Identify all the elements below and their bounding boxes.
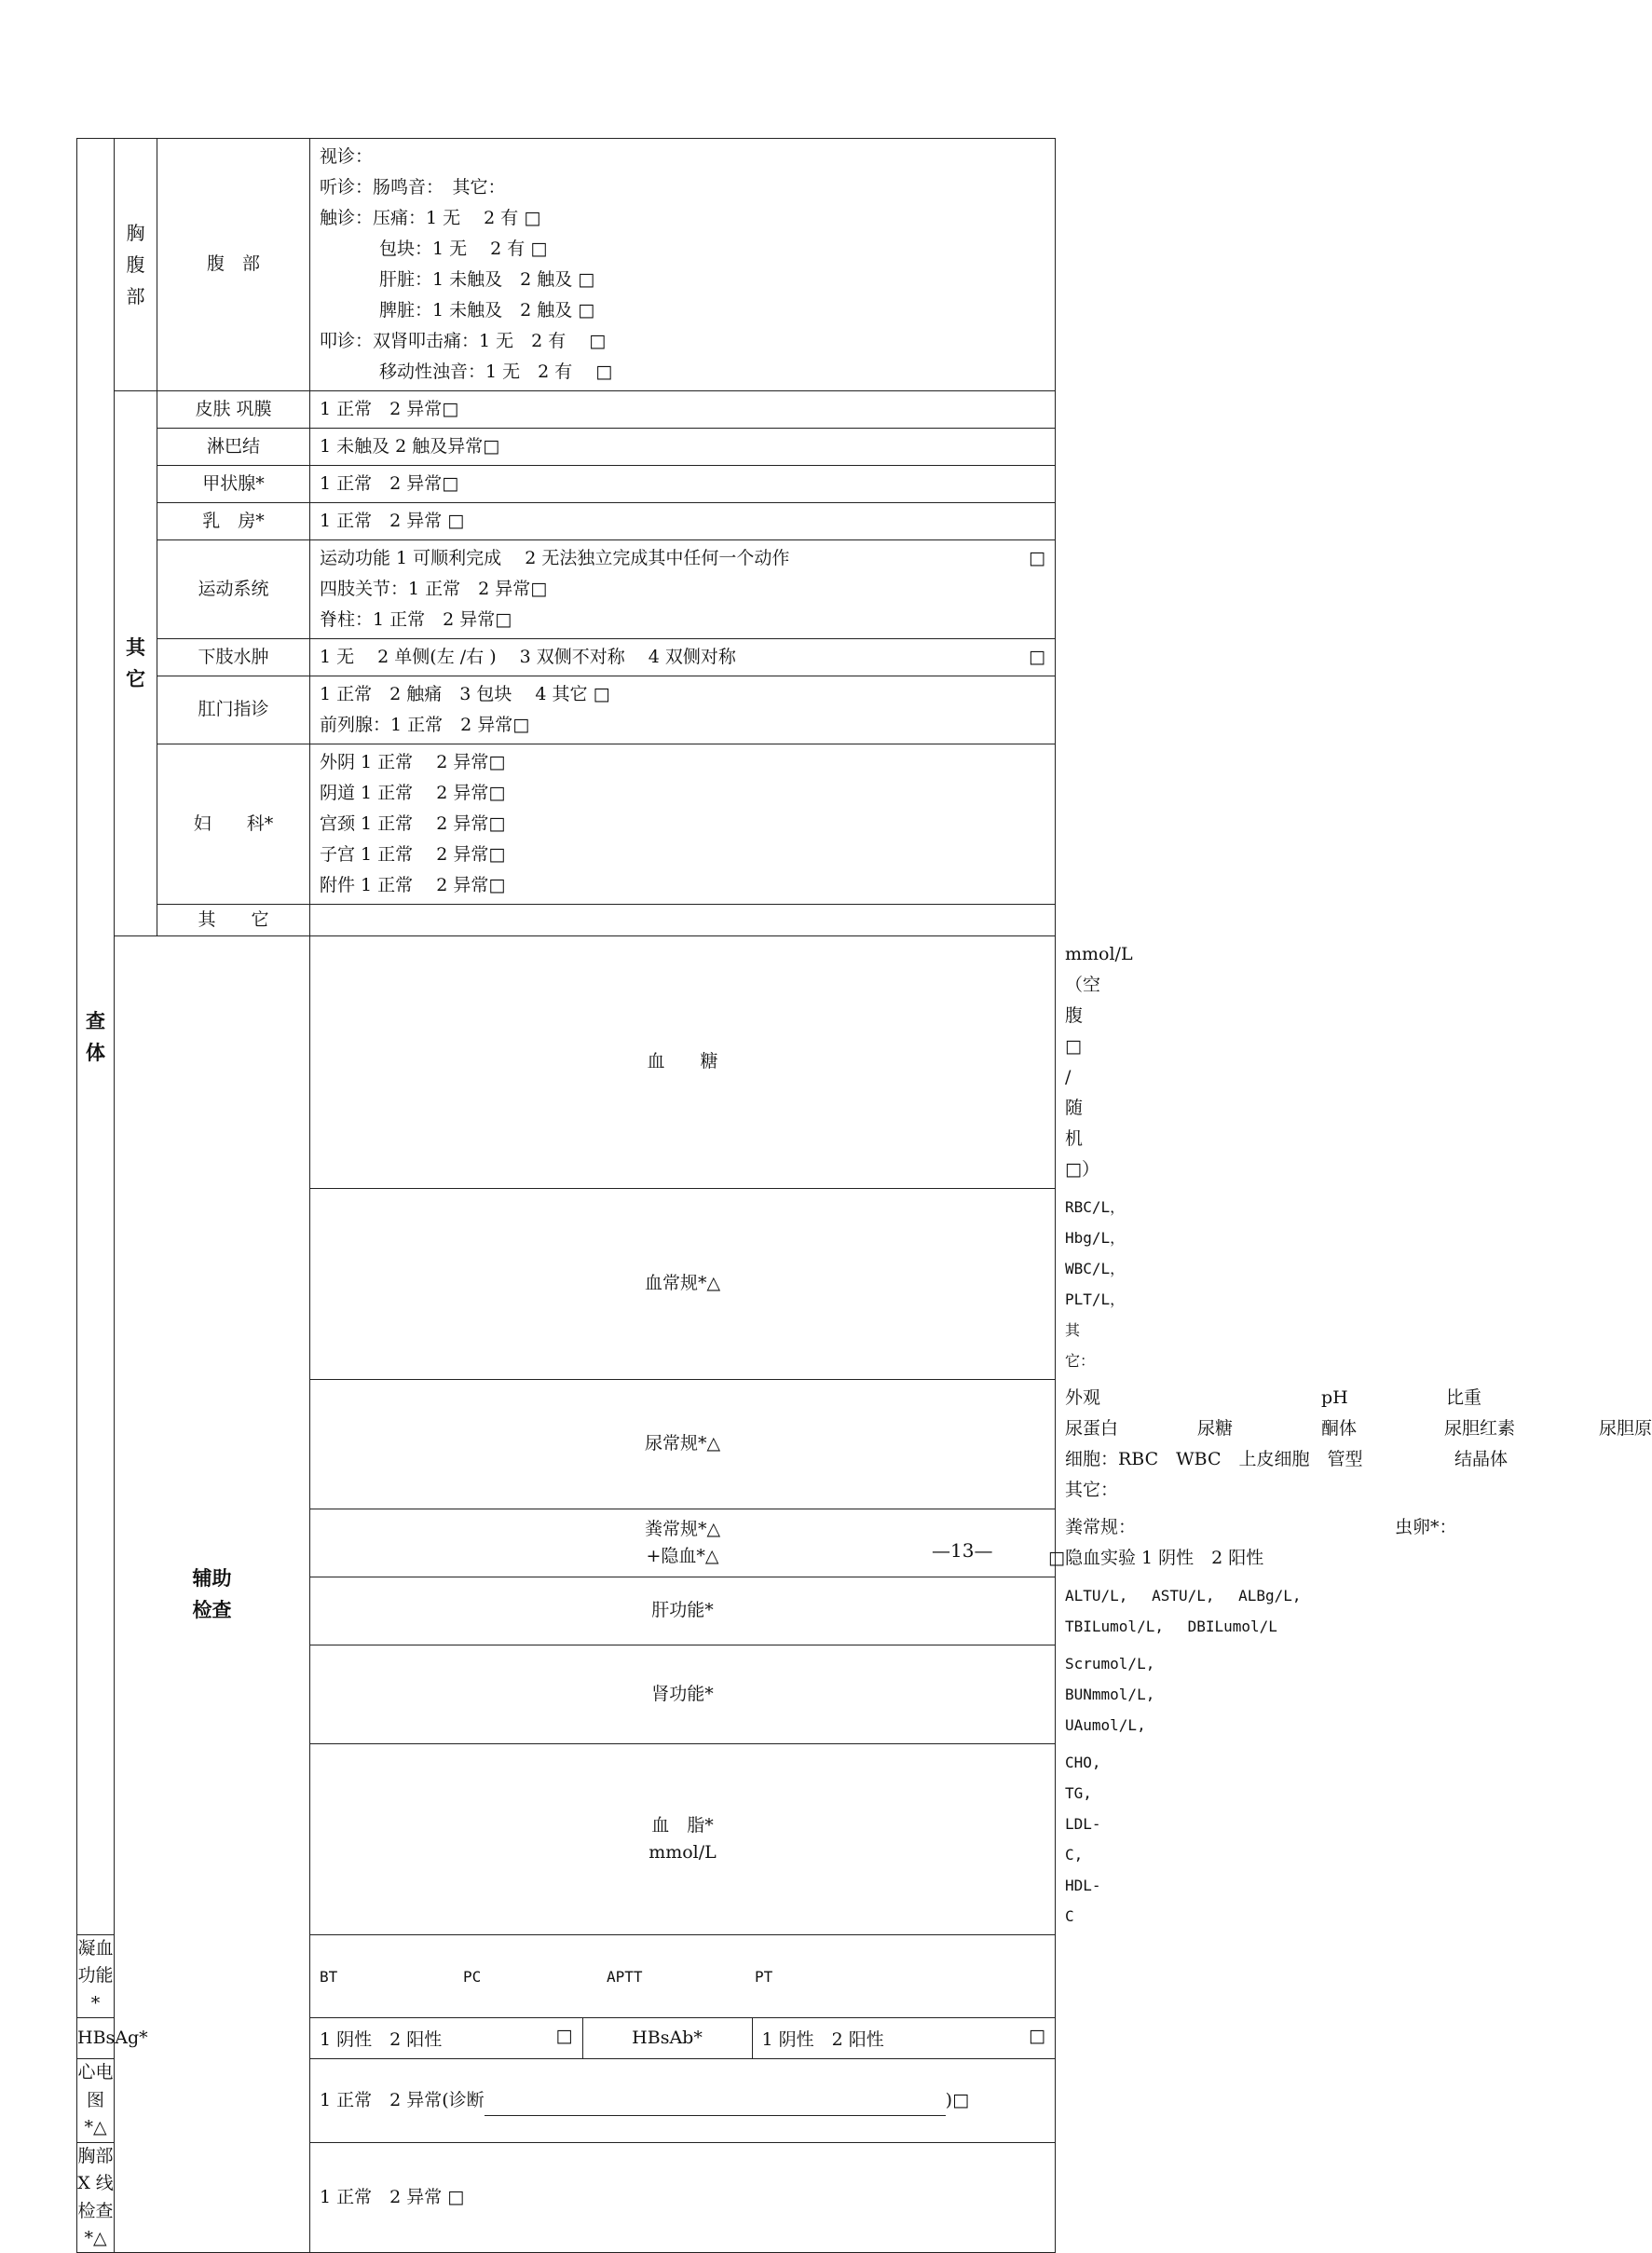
anal-exam-line: 1 正常 2 触痛 3 包块 4 其它 □ — [320, 684, 610, 704]
breast-label: 乳 房* — [157, 503, 310, 540]
stool-routine-label: 粪常规*△ +隐血*△ — [310, 1509, 1056, 1577]
abdomen-label: 腹 部 — [157, 139, 310, 391]
motor-function-line: 运动功能 1 可顺利完成 2 无法独立完成其中任何一个动作 □ — [320, 543, 1045, 574]
other-value-field[interactable] — [310, 905, 1056, 936]
abdomen-inspection: 视诊： — [320, 146, 374, 167]
abdomen-percussion-kidney: 叩诊：双肾叩击痛：1 无 2 有 □ — [320, 331, 607, 351]
blood-routine-label: 血常规*△ — [310, 1189, 1056, 1380]
urine-routine-label: 尿常规*△ — [310, 1380, 1056, 1509]
anal-exam-label: 肛门指诊 — [157, 676, 310, 744]
coagulation-label: 凝血功能* — [77, 1935, 115, 2018]
thyroid-value: 1 正常 2 异常□ — [310, 466, 1056, 503]
ecg-diagnosis-blank[interactable] — [485, 2095, 946, 2116]
page-number: —13— — [932, 1539, 993, 1562]
hbsab-label: HBsAb* — [582, 2018, 752, 2058]
hbsag-value: 1 阴性 2 阳性 — [320, 2029, 443, 2051]
gyn-vagina-line: 阴道 1 正常 2 异常□ — [320, 783, 506, 803]
motor-label: 运动系统 — [157, 540, 310, 639]
prostate-line: 前列腺：1 正常 2 异常□ — [320, 715, 530, 735]
abdomen-palpation-mass: 包块：1 无 2 有 □ — [379, 239, 548, 259]
hbsab-checkbox[interactable]: □ — [1029, 2026, 1045, 2047]
motor-spine-line: 脊柱：1 正常 2 异常□ — [320, 609, 512, 630]
coagulation-content: BT PC APTT PT — [310, 1935, 1056, 2018]
lymph-label: 淋巴结 — [157, 429, 310, 466]
gynecology-label: 妇 科* — [157, 744, 310, 905]
ecg-label: 心电图*△ — [77, 2059, 115, 2142]
chest-xray-label: 胸部 X 线检查*△ — [77, 2142, 115, 2253]
health-exam-form-table: 查体 胸腹部 腹 部 视诊： 听诊：肠鸣音： 其它： 触诊：压痛：1 无 2 有 □ 包块：1 无 2 有 □ 肝脏：1 未触及 2 触及 □ 脾脏：1 未触及 2 触及 □ 叩诊：双肾叩击痛：1 无 2 有 □ 移动性浊音：1 无 2 有 □ 其它 皮肤 巩膜 1 正常 2 异常□ 淋巴结 1 未触及 2 触及异常□ 甲状腺* 1 正常 2 异常□ 乳 房* 1 正常 2 异常 □ 运动系统 运动功能 1 可顺利完成 2 无法独立完成其中任何一个动作 □ 四肢关节：1 正常 2 异常□ 脊柱：1 正常 2 异常□ 下肢水肿 1 无 2 单侧(左 /右 ) 3 双侧不对称 4 双侧对称 □ 肛门指诊 1 正常 2 触痛 3 包块 4 其它 □ 前列腺：1 正常 2 异常□ 妇 科* 外阴 1 正常 2 异常□ 阴道 1 正常 2 异常□ 宫颈 1 正常 2 异常□ 子宫 1 正常 2 异常□ 附件 1 正常 2 异常□ 其 它 辅助检查 血 糖 mmol/L（空腹□ / 随机□） 血常规*△ RBC/L，Hbg/L，WBC/L，PLT/L，其它： 尿常规*△ 外观 pH 比重 尿蛋白 尿糖 酮体 尿胆红素 尿胆原 细胞：RBC WBC 上皮细胞 管型 结晶体 其它： 粪常规*△ +隐血*△ 粪常规： 虫卵*： 隐血实验 1 阴性 2 阳性 □ 肝功能* ALTU/L, ASTU/L, ALBg/L, TBILumol/L, DBILumol/L 肾功能* Scrumol/L, BUNmmol/L, UAumol/L, 血 脂* mmol/L CHO, TG, LDL-C, HDL-C 凝血功能* BT PC APTT PT HBsAg* 1 阴性 2 阳性 □ HBsAb* 1 阴性 2 阳性 □ 心电图*△ 1 正常 2 异常(诊断 )□ 胸部 X 线检查*△ 1 正常 2 异常 □ — [76, 138, 1056, 2253]
glucose-label: 血 糖 — [310, 936, 1056, 1189]
ecg-content: 1 正常 2 异常(诊断 )□ — [310, 2059, 1056, 2142]
gynecology-content — [310, 744, 1056, 905]
auxiliary-exam-section-label: 辅助检查 — [115, 936, 310, 2253]
chest-xray-value: 1 正常 2 异常 □ — [310, 2142, 1056, 2253]
hbsab-value: 1 阴性 2 阳性 — [761, 2029, 884, 2051]
abdomen-percussion-dullness: 移动性浊音：1 无 2 有 □ — [379, 362, 613, 382]
motor-content — [310, 540, 1056, 639]
physical-exam-section-label: 查体 — [77, 139, 115, 1935]
abdomen-palpation-spleen: 脾脏：1 未触及 2 触及 □ — [379, 300, 595, 321]
hepatitis-b-row — [310, 2018, 1056, 2059]
motor-function-checkbox[interactable]: □ — [1029, 548, 1045, 568]
abdomen-palpation-liver: 肝脏：1 未触及 2 触及 □ — [379, 269, 595, 290]
breast-value: 1 正常 2 异常 □ — [310, 503, 1056, 540]
other-label: 其 它 — [157, 905, 310, 936]
lymph-value: 1 未触及 2 触及异常□ — [310, 429, 1056, 466]
occult-blood-checkbox[interactable]: □ — [1048, 1548, 1065, 1568]
motor-joints-line: 四肢关节：1 正常 2 异常□ — [320, 579, 548, 599]
thyroid-label: 甲状腺* — [157, 466, 310, 503]
edema-value: 1 无 2 单侧(左 /右 ) 3 双侧不对称 4 双侧对称 — [320, 647, 736, 667]
gyn-uterus-line: 子宫 1 正常 2 异常□ — [320, 844, 506, 865]
edema-checkbox[interactable]: □ — [1029, 647, 1045, 667]
skin-label: 皮肤 巩膜 — [157, 391, 310, 429]
abdomen-auscultation: 听诊：肠鸣音： 其它： — [320, 177, 506, 198]
hbsag-checkbox[interactable]: □ — [555, 2026, 573, 2047]
abdomen-content — [310, 139, 1056, 391]
skin-value: 1 正常 2 异常□ — [310, 391, 1056, 429]
chest-abdomen-section-label: 胸腹部 — [115, 139, 157, 391]
anal-exam-content — [310, 676, 1056, 744]
liver-function-label: 肝功能* — [310, 1577, 1056, 1645]
edema-label: 下肢水肿 — [157, 639, 310, 676]
abdomen-palpation-tenderness: 触诊：压痛：1 无 2 有 □ — [320, 208, 541, 228]
lipid-label: 血 脂* mmol/L — [310, 1744, 1056, 1935]
gyn-cervix-line: 宫颈 1 正常 2 异常□ — [320, 813, 506, 834]
other-section-label: 其它 — [115, 391, 157, 936]
edema-content — [310, 639, 1056, 676]
kidney-function-label: 肾功能* — [310, 1645, 1056, 1744]
gyn-adnexa-line: 附件 1 正常 2 异常□ — [320, 875, 506, 895]
gyn-vulva-line: 外阴 1 正常 2 异常□ — [320, 752, 506, 772]
hbsag-label: HBsAg* — [77, 2018, 115, 2059]
